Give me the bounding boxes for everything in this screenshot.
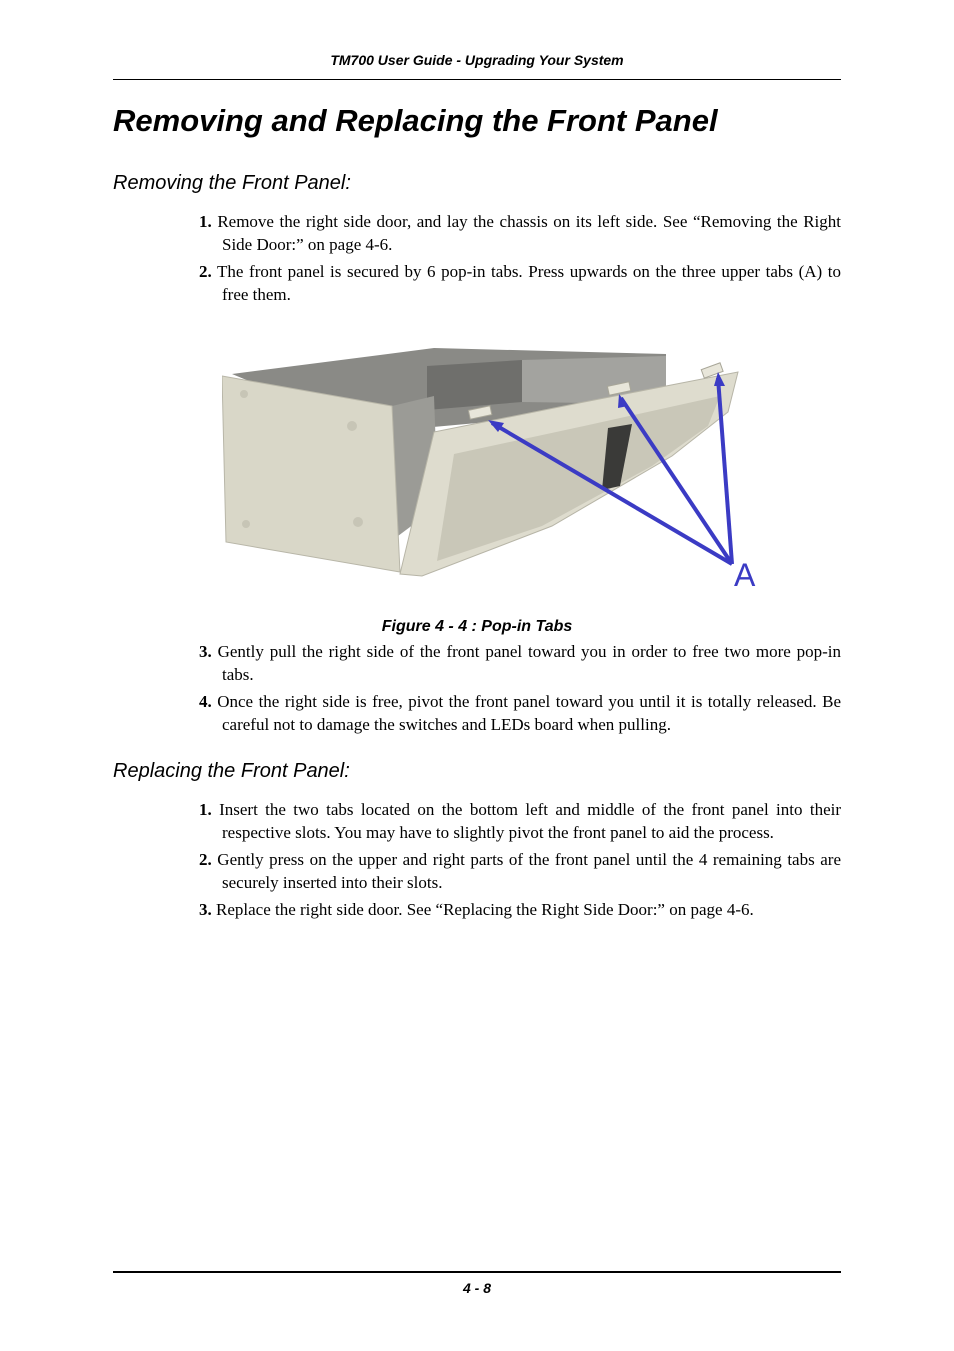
step-item bbox=[199, 261, 841, 306]
figure-caption: Figure 4 - 4 : Pop-in Tabs bbox=[381, 618, 573, 635]
step-number: 1. bbox=[199, 212, 212, 231]
removing-steps-after bbox=[199, 641, 841, 741]
chassis-side-panel bbox=[222, 376, 400, 572]
step-item bbox=[199, 691, 841, 736]
page-title: Removing and Replacing the Front Panel bbox=[113, 103, 718, 138]
step-text: The front panel is secured by 6 pop-in tabs. Press upwards on the three upper tabs (A) to free them. bbox=[217, 262, 841, 304]
removing-heading: Removing the Front Panel: bbox=[113, 172, 351, 194]
step-text: Gently press on the upper and right parts of the front panel until the 4 remaining tabs are securely inserted into their slots. bbox=[217, 850, 842, 892]
page-number: 4 - 8 bbox=[462, 1280, 491, 1296]
replacing-steps bbox=[199, 799, 841, 927]
step-item bbox=[199, 849, 841, 894]
running-header: TM700 User Guide - Upgrading Your System bbox=[330, 52, 624, 68]
removing-steps-before bbox=[199, 211, 841, 311]
header-rule bbox=[113, 79, 841, 80]
step-number: 3. bbox=[199, 642, 212, 661]
side-screw bbox=[242, 520, 250, 528]
side-screw bbox=[353, 517, 363, 527]
step-item bbox=[199, 799, 841, 844]
step-text: Insert the two tabs located on the bottom left and middle of the front panel into their respective slots. You may have to slightly pivot the front panel to aid the process. bbox=[219, 800, 841, 842]
step-item bbox=[199, 211, 841, 256]
step-item bbox=[199, 641, 841, 686]
step-text: Remove the right side door, and lay the chassis on its left side. See “Removing the Right Side Door:” on page 4-6. bbox=[217, 212, 841, 254]
side-screw bbox=[240, 390, 248, 398]
pop-in-tabs-figure bbox=[222, 346, 762, 591]
step-text: Gently pull the right side of the front panel toward you in order to free two more pop-in tabs. bbox=[217, 642, 842, 684]
side-screw bbox=[347, 421, 357, 431]
drive-bays bbox=[427, 360, 522, 410]
step-number: 2. bbox=[199, 262, 212, 281]
step-number: 2. bbox=[199, 850, 212, 869]
step-number: 3. bbox=[199, 900, 212, 919]
step-text: Once the right side is free, pivot the front panel toward you until it is totally released. Be careful not to damage the switches and LEDs board when pulling. bbox=[217, 692, 841, 734]
callout-label: A bbox=[734, 557, 756, 591]
step-number: 1. bbox=[199, 800, 212, 819]
step-number: 4. bbox=[199, 692, 212, 711]
chassis-photo bbox=[222, 346, 762, 591]
step-text: Replace the right side door. See “Replacing the Right Side Door:” on page 4-6. bbox=[216, 900, 754, 919]
footer-rule bbox=[113, 1271, 841, 1273]
replacing-heading: Replacing the Front Panel: bbox=[113, 760, 350, 782]
step-item bbox=[199, 899, 841, 922]
